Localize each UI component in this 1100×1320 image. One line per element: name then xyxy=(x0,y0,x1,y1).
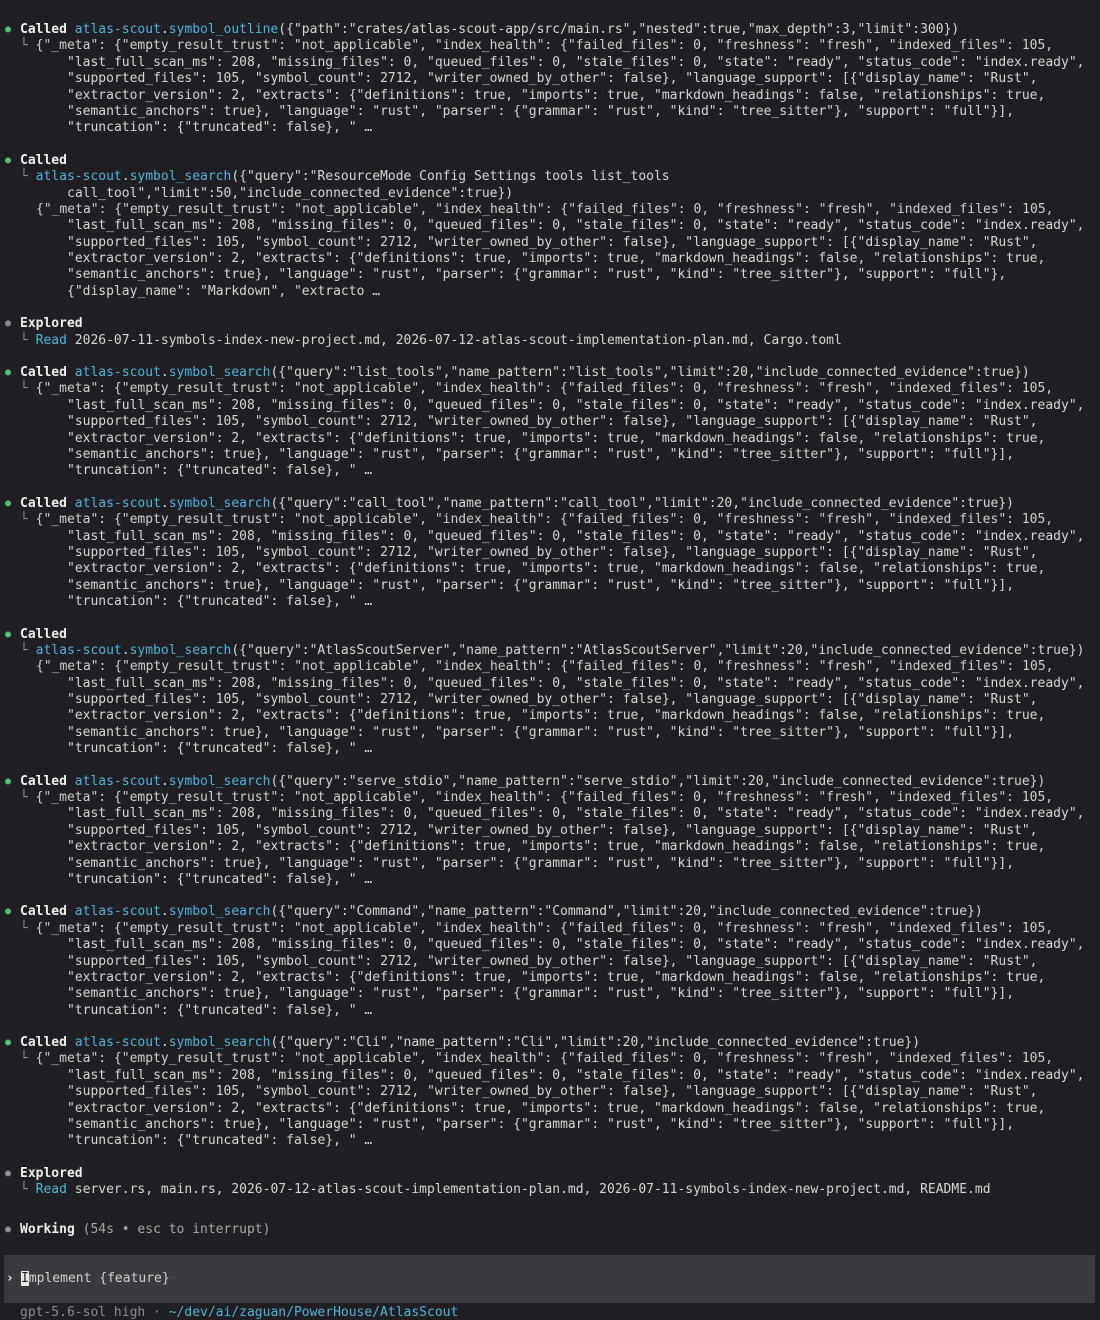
explored-label: Explored xyxy=(20,316,83,332)
call-line xyxy=(0,169,1100,185)
output-text: {"_meta": {"empty_result_trust": "not_applicable", "index_health": {"failed_files": 0, "freshness": "fresh", "indexed_files": 105, xyxy=(36,201,1054,217)
bullet-icon: ● xyxy=(5,775,12,787)
output-text: "last_full_scan_ms": 208, "missing_files": 0, "queued_files": 0, "stale_files": 0, "state": "ready", "status_code": "index.ready", xyxy=(67,675,1085,691)
tool-output-line xyxy=(0,1051,1100,1067)
tool-output-line xyxy=(0,954,1100,970)
tool-output-line xyxy=(0,414,1100,430)
tool-output-line xyxy=(0,431,1100,447)
output-text: {"_meta": {"empty_result_trust": "not_applicable", "index_health": {"failed_files": 0, "freshness": "fresh", "indexed_files": 105, xyxy=(36,659,1054,675)
output-text: "last_full_scan_ms": 208, "missing_files": 0, "queued_files": 0, "stale_files": 0, "state": "ready", "status_code": "index.ready", xyxy=(67,1067,1085,1083)
entry-header xyxy=(0,1166,1100,1182)
tool-name: symbol_search xyxy=(168,495,271,511)
tool-output-line xyxy=(0,806,1100,822)
tool-output-line xyxy=(0,937,1100,953)
output-text: "semantic_anchors": true}, "language": "rust", "parser": {"grammar": "rust", "kind": "tree_sitter"}, "support": "full"}], xyxy=(67,855,1015,871)
bullet-icon: ● xyxy=(5,628,12,640)
tool-args: ({"query":"list_tools","name_pattern":"list_tools","limit":20,"include_connected_evidence":true}) xyxy=(270,365,1030,381)
output-text: {"_meta": {"empty_result_trust": "not_applicable", "index_health": {"failed_files": 0, "freshness": "fresh", "indexed_files": 105, xyxy=(35,790,1054,806)
transcript-entry xyxy=(0,627,1100,758)
tree-corner-icon: └ xyxy=(20,790,28,806)
tool-output-line xyxy=(0,55,1100,71)
transcript-entry xyxy=(0,365,1100,480)
tool-dot: . xyxy=(121,169,130,185)
explored-label: Explored xyxy=(20,1165,83,1181)
tool-output-line xyxy=(0,856,1100,872)
output-text: "extractor_version": 2, "extracts": {"definitions": true, "imports": true, "markdown_headings": false, "relationships": true, xyxy=(67,708,1046,724)
tool-name: symbol_search xyxy=(129,169,232,185)
tool-output-line xyxy=(0,1133,1100,1149)
output-text: "last_full_scan_ms": 208, "missing_files": 0, "queued_files": 0, "stale_files": 0, "state": "ready", "status_code": "index.ready", xyxy=(67,397,1085,413)
tree-corner-icon: └ xyxy=(20,381,28,397)
tool-output-line xyxy=(0,970,1100,986)
bullet-icon: ● xyxy=(5,367,12,379)
output-text: "supported_files": 105, "symbol_count": 2712, "writer_owned_by_other": false}, "language_support": [{"display_name": "Rust", xyxy=(67,692,1038,708)
tool-output-line xyxy=(0,839,1100,855)
tool-output-line xyxy=(0,823,1100,839)
output-text: "semantic_anchors": true}, "language": "rust", "parser": {"grammar": "rust", "kind": "tree_sitter"}, "support": "full"}], xyxy=(67,724,1015,740)
output-text: {"_meta": {"empty_result_trust": "not_applicable", "index_health": {"failed_files": 0, "freshness": "fresh", "indexed_files": 105, xyxy=(35,381,1054,397)
transcript-entry xyxy=(0,22,1100,137)
tree-corner-icon: └ xyxy=(20,169,28,185)
transcript-entry xyxy=(0,316,1100,349)
tool-output-line xyxy=(0,38,1100,54)
transcript-entry xyxy=(0,496,1100,611)
entry-header xyxy=(0,22,1100,38)
entry-header xyxy=(0,365,1100,381)
call-line xyxy=(0,643,1100,659)
output-text: "semantic_anchors": true}, "language": "rust", "parser": {"grammar": "rust", "kind": "tree_sitter"}, "support": "full"}], xyxy=(67,1117,1015,1133)
tool-name: symbol_search xyxy=(168,365,271,381)
output-text: "semantic_anchors": true}, "language": "rust", "parser": {"grammar": "rust", "kind": "tree_sitter"}, "support": "full"}], xyxy=(67,577,1015,593)
composer-text-first-char: I xyxy=(21,1271,29,1286)
output-text: "supported_files": 105, "symbol_count": 2712, "writer_owned_by_other": false}, "language_support": [{"display_name": "Rust", xyxy=(67,414,1038,430)
output-text: {"_meta": {"empty_result_trust": "not_applicable", "index_health": {"failed_files": 0, "freshness": "fresh", "indexed_files": 105, xyxy=(35,920,1054,936)
tool-output-line xyxy=(0,1117,1100,1133)
tool-output-line xyxy=(0,545,1100,561)
tool-output-line xyxy=(0,202,1100,218)
read-files: 2026-07-11-symbols-index-new-project.md, 2026-07-12-atlas-scout-implementation-plan.md, Cargo.toml xyxy=(74,332,842,348)
tool-output-line xyxy=(0,267,1100,283)
composer-text-rest: mplement {feature} xyxy=(28,1271,170,1286)
output-text: "extractor_version": 2, "extracts": {"definitions": true, "imports": true, "markdown_headings": false, "relationships": true, xyxy=(67,969,1046,985)
bullet-icon: ● xyxy=(5,154,12,166)
tool-output-line xyxy=(0,381,1100,397)
tool-args: ({"query":"call_tool","name_pattern":"call_tool","limit":20,"include_connected_evidence":true}) xyxy=(270,495,1015,511)
model-name: gpt-5.6-sol high xyxy=(20,1305,146,1320)
tool-output-line xyxy=(0,71,1100,87)
output-text: {"_meta": {"empty_result_trust": "not_applicable", "index_health": {"failed_files": 0, "freshness": "fresh", "indexed_files": 105, xyxy=(35,1051,1054,1067)
working-label: Working xyxy=(20,1222,75,1237)
tool-name: symbol_search xyxy=(168,773,271,789)
output-text: "semantic_anchors": true}, "language": "rust", "parser": {"grammar": "rust", "kind": "tree_sitter"}, "support": "full"}], xyxy=(67,103,1015,119)
output-text: "supported_files": 105, "symbol_count": 2712, "writer_owned_by_other": false}, "language_support": [{"display_name": "Rust", xyxy=(67,71,1038,87)
tool-output-line xyxy=(0,235,1100,251)
output-text: "extractor_version": 2, "extracts": {"definitions": true, "imports": true, "markdown_headings": false, "relationships": true, xyxy=(67,251,1046,267)
called-label: Called xyxy=(20,626,67,642)
output-text: "truncation": {"truncated": false}, " … xyxy=(67,594,373,610)
transcript-entry xyxy=(0,904,1100,1019)
output-text: "supported_files": 105, "symbol_count": 2712, "writer_owned_by_other": false}, "language_support": [{"display_name": "Rust", xyxy=(67,234,1038,250)
entry-header xyxy=(0,1035,1100,1051)
output-text: "extractor_version": 2, "extracts": {"definitions": true, "imports": true, "markdown_headings": false, "relationships": true, xyxy=(67,561,1046,577)
tool-args: ({"query":"Command","name_pattern":"Command","limit":20,"include_connected_evidence":true}) xyxy=(270,904,983,920)
called-label: Called xyxy=(20,1035,67,1051)
tool-args: ({"query":"serve_stdio","name_pattern":"serve_stdio","limit":20,"include_connected_evidence":true}) xyxy=(270,773,1046,789)
tool-args-continued xyxy=(0,186,1100,202)
output-text: "last_full_scan_ms": 208, "missing_files": 0, "queued_files": 0, "stale_files": 0, "state": "ready", "status_code": "index.ready", xyxy=(67,54,1085,70)
output-text: "extractor_version": 2, "extracts": {"definitions": true, "imports": true, "markdown_headings": false, "relationships": true, xyxy=(67,839,1046,855)
called-label: Called xyxy=(20,773,67,789)
bullet-icon: ● xyxy=(5,24,12,35)
output-text: "supported_files": 105, "symbol_count": 2712, "writer_owned_by_other": false}, "language_support": [{"display_name": "Rust", xyxy=(67,1084,1038,1100)
entry-header xyxy=(0,316,1100,332)
read-line xyxy=(0,1182,1100,1198)
tree-corner-icon: └ xyxy=(20,1182,28,1198)
tree-corner-icon: └ xyxy=(20,920,28,936)
transcript-entry xyxy=(0,1035,1100,1150)
output-text: "semantic_anchors": true}, "language": "rust", "parser": {"grammar": "rust", "kind": "tree_sitter"}, "support": "full"}, xyxy=(67,267,1007,283)
entry-header xyxy=(0,627,1100,643)
tool-output-line xyxy=(0,529,1100,545)
tool-dot: . xyxy=(121,642,130,658)
tool-dot: . xyxy=(160,773,169,789)
output-text: "truncation": {"truncated": false}, " … xyxy=(67,741,373,757)
tool-args: ({"path":"crates/atlas-scout-app/src/main.rs","nested":true,"max_depth":3,"limit":300}) xyxy=(278,22,960,37)
bullet-icon: ● xyxy=(5,1037,12,1049)
output-text: "extractor_version": 2, "extracts": {"definitions": true, "imports": true, "markdown_headings": false, "relationships": true, xyxy=(67,1100,1046,1116)
tool-output-line xyxy=(0,120,1100,136)
tool-dot: . xyxy=(160,495,169,511)
working-status xyxy=(0,1222,270,1238)
called-label: Called xyxy=(20,904,67,920)
tool-server: atlas-scout xyxy=(35,169,122,185)
entry-header xyxy=(0,904,1100,920)
called-label: Called xyxy=(20,22,67,37)
prompt-chevron-icon: › xyxy=(6,1271,14,1286)
read-line xyxy=(0,333,1100,349)
tree-corner-icon: └ xyxy=(20,1051,28,1067)
tool-output-line xyxy=(0,218,1100,234)
tool-output-line xyxy=(0,986,1100,1002)
tool-server: atlas-scout xyxy=(74,22,161,37)
output-text: "last_full_scan_ms": 208, "missing_files": 0, "queued_files": 0, "stale_files": 0, "state": "ready", "status_code": "index.ready", xyxy=(67,806,1085,822)
tool-output-line xyxy=(0,692,1100,708)
output-text: {"display_name": "Markdown", "extracto … xyxy=(67,283,381,299)
tool-output-line xyxy=(0,104,1100,120)
tool-output-line xyxy=(0,398,1100,414)
output-text: "truncation": {"truncated": false}, " … xyxy=(67,871,373,887)
tool-output-line xyxy=(0,594,1100,610)
entry-header xyxy=(0,153,1100,169)
tool-output-line xyxy=(0,1003,1100,1019)
working-detail: (54s • esc to interrupt) xyxy=(82,1222,271,1237)
output-text: "semantic_anchors": true}, "language": "rust", "parser": {"grammar": "rust", "kind": "tree_sitter"}, "support": "full"}], xyxy=(67,446,1015,462)
tool-output-line xyxy=(0,659,1100,675)
tool-args: ({"query":"Cli","name_pattern":"Cli","limit":20,"include_connected_evidence":true}) xyxy=(270,1035,921,1051)
output-text: "semantic_anchors": true}, "language": "rust", "parser": {"grammar": "rust", "kind": "tree_sitter"}, "support": "full"}], xyxy=(67,986,1015,1002)
output-text: "supported_files": 105, "symbol_count": 2712, "writer_owned_by_other": false}, "language_support": [{"display_name": "Rust", xyxy=(67,953,1038,969)
tool-output-line xyxy=(0,741,1100,757)
read-files: server.rs, main.rs, 2026-07-12-atlas-scout-implementation-plan.md, 2026-07-11-symbols-index-new-project.md, README.md xyxy=(74,1182,991,1198)
tool-output-line xyxy=(0,284,1100,300)
entry-header xyxy=(0,774,1100,790)
tool-name: symbol_search xyxy=(168,904,271,920)
tool-output-line xyxy=(0,790,1100,806)
tool-name: symbol_search xyxy=(168,1035,271,1051)
tool-output-line xyxy=(0,463,1100,479)
tool-output-line xyxy=(0,561,1100,577)
bullet-icon: ● xyxy=(5,1167,12,1179)
output-text: "extractor_version": 2, "extracts": {"definitions": true, "imports": true, "markdown_headings": false, "relationships": true, xyxy=(67,430,1046,446)
tool-output-line xyxy=(0,1084,1100,1100)
tree-corner-icon: └ xyxy=(20,512,28,528)
read-keyword: Read xyxy=(35,332,67,348)
tool-name: symbol_search xyxy=(129,642,232,658)
output-text: "supported_files": 105, "symbol_count": 2712, "writer_owned_by_other": false}, "language_support": [{"display_name": "Rust", xyxy=(67,544,1038,560)
output-text: "last_full_scan_ms": 208, "missing_files": 0, "queued_files": 0, "stale_files": 0, "state": "ready", "status_code": "index.ready", xyxy=(67,937,1085,953)
tool-server: atlas-scout xyxy=(74,904,161,920)
called-label: Called xyxy=(20,495,67,511)
tool-server: atlas-scout xyxy=(74,365,161,381)
tool-dot: . xyxy=(160,365,169,381)
tree-corner-icon: └ xyxy=(20,332,28,348)
tool-output-line xyxy=(0,708,1100,724)
tool-server: atlas-scout xyxy=(74,1035,161,1051)
transcript-entry xyxy=(0,1166,1100,1199)
output-text: "truncation": {"truncated": false}, " … xyxy=(67,1133,373,1149)
output-text: "truncation": {"truncated": false}, " … xyxy=(67,120,373,136)
tool-output-line xyxy=(0,88,1100,104)
tool-output-line xyxy=(0,512,1100,528)
tool-output-line xyxy=(0,725,1100,741)
output-text: {"_meta": {"empty_result_trust": "not_applicable", "index_health": {"failed_files": 0, "freshness": "fresh", "indexed_files": 105, xyxy=(35,512,1054,528)
output-text: "last_full_scan_ms": 208, "missing_files": 0, "queued_files": 0, "stale_files": 0, "state": "ready", "status_code": "index.ready", xyxy=(67,218,1085,234)
transcript-entry xyxy=(0,774,1100,889)
tool-dot: . xyxy=(160,22,169,37)
tool-server: atlas-scout xyxy=(35,642,122,658)
entry-header xyxy=(0,496,1100,512)
output-text: "truncation": {"truncated": false}, " … xyxy=(67,1002,373,1018)
tool-args: ({"query":"AtlasScoutServer","name_pattern":"AtlasScoutServer","limit":20,"include_connected_evidence":true}) xyxy=(231,642,1085,658)
status-separator: · xyxy=(145,1305,169,1320)
composer-input[interactable] xyxy=(4,1255,1095,1303)
tool-dot: . xyxy=(160,904,169,920)
output-text: "extractor_version": 2, "extracts": {"definitions": true, "imports": true, "markdown_headings": false, "relationships": true, xyxy=(67,87,1046,103)
tool-args-wrap: call_tool","limit":50,"include_connected_evidence":true}) xyxy=(67,185,514,201)
tool-output-line xyxy=(0,251,1100,267)
output-text: "last_full_scan_ms": 208, "missing_files": 0, "queued_files": 0, "stale_files": 0, "state": "ready", "status_code": "index.ready", xyxy=(67,528,1085,544)
tool-output-line xyxy=(0,921,1100,937)
tree-corner-icon: └ xyxy=(20,38,28,54)
tool-output-line xyxy=(0,578,1100,594)
called-label: Called xyxy=(20,152,67,168)
tool-output-line xyxy=(0,1068,1100,1084)
tool-output-line xyxy=(0,676,1100,692)
tool-server: atlas-scout xyxy=(74,495,161,511)
tool-server: atlas-scout xyxy=(74,773,161,789)
tool-args: ({"query":"ResourceMode Config Settings tools list_tools xyxy=(231,169,670,185)
read-keyword: Read xyxy=(35,1182,67,1198)
tree-corner-icon: └ xyxy=(20,642,28,658)
tool-output-line xyxy=(0,1101,1100,1117)
working-directory: ~/dev/ai/zaguan/PowerHouse/AtlasScout xyxy=(168,1305,459,1320)
bullet-icon: ● xyxy=(5,497,12,509)
bullet-icon: ● xyxy=(5,906,12,918)
output-text: {"_meta": {"empty_result_trust": "not_applicable", "index_health": {"failed_files": 0, "freshness": "fresh", "indexed_files": 105, xyxy=(35,38,1054,54)
tool-output-line xyxy=(0,447,1100,463)
tool-dot: . xyxy=(160,1035,169,1051)
output-text: "truncation": {"truncated": false}, " … xyxy=(67,463,373,479)
tool-output-line xyxy=(0,872,1100,888)
bullet-icon: ● xyxy=(5,318,12,330)
output-text: "supported_files": 105, "symbol_count": 2712, "writer_owned_by_other": false}, "language_support": [{"display_name": "Rust", xyxy=(67,822,1038,838)
status-bar xyxy=(20,1305,458,1320)
tool-name: symbol_outline xyxy=(168,22,279,37)
composer-text[interactable] xyxy=(21,1271,170,1286)
transcript-entry xyxy=(0,153,1100,301)
bullet-icon: ● xyxy=(5,1224,12,1235)
called-label: Called xyxy=(20,365,67,381)
